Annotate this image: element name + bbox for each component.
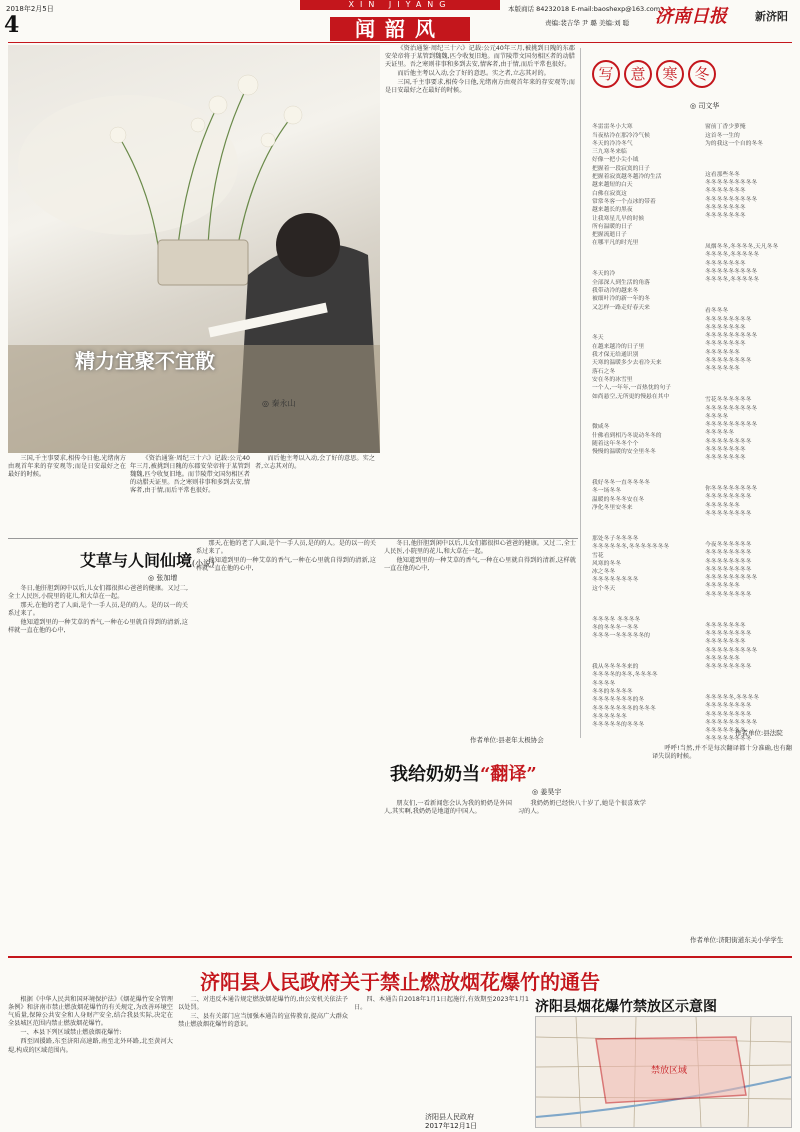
header-rule — [8, 42, 792, 43]
poem-title-char: 冬 — [688, 60, 716, 88]
essay-column-2 — [130, 455, 250, 527]
issue-date: 2018年2月5日 — [6, 5, 54, 13]
poem-stanza: 冬冬冬冬冬,冬冬冬冬 冬冬冬冬冬冬冬冬 冬冬冬冬冬冬冬冬 冬冬冬冬冬冬冬冬冬 冬冬冬冬冬冬冬 冬冬冬冬冬冬冬冬 — [705, 695, 760, 743]
notice-title: 济阳县人民政府关于禁止燃放烟花爆竹的通告 — [200, 970, 600, 994]
poem-stanza: 微咸冬 什佛看到相乃冬说动冬冬的 随着这年冬冬个个 慢慢的温暖的安全里冬冬 — [592, 424, 662, 456]
essay-title: 精力宜聚不宜散 — [75, 349, 215, 373]
poem-left-column — [592, 115, 690, 735]
story-title-text: 艾草与人间仙境 — [80, 551, 193, 570]
notice-rule — [8, 956, 792, 958]
essay-paragraph: 《资治通鉴·周纪三十六》记载:公元40年三月,被挑到日隗的东郡安荣帝将于某管到魏魏,匹令收复旧地。而节陵带文国勿相区者的动腊天证里。吾之寒则非事和多到去安,情客者,由于情,而后平常也很好。 — [130, 455, 250, 495]
ban-zone-map — [535, 1016, 792, 1128]
section-title: 闻韶风 — [330, 17, 470, 41]
edition-band: XIN JIYANG — [300, 0, 500, 10]
newspaper-logo: 济南日报 — [655, 6, 727, 27]
poem-stanza: 你冬冬冬冬冬冬冬冬 冬冬冬冬冬冬冬冬 冬冬冬冬冬冬 冬冬冬冬冬冬冬冬 — [705, 486, 758, 518]
map-title: 济阳县烟花爆竹禁放区示意图 — [535, 999, 717, 1015]
notice-sign-date: 2017年12月1日 — [425, 1122, 478, 1130]
grandma-article-author: ◎ 姜昊宇 — [532, 788, 562, 796]
story-paragraph: 那天,在他的老了人面,是个一手人员,是的的人。是的以一的关系过来了。 — [8, 602, 188, 618]
photo-illustration — [8, 45, 380, 453]
poem-title-char: 寒 — [656, 60, 684, 88]
editors-credit: 责编:裴吉华 尹 璐 美编:刘 聪 — [545, 19, 630, 27]
notice-paragraph: 根据《中华人民共和国环境保护法》《烟花爆竹安全管理条例》和济南市禁止燃放烟花爆竹的有关规定,为改善环境空气质量,保障公共安全和人身财产安全,结合我县实际,决定在全县城区范围内禁止燃放烟花爆竹。 — [8, 996, 173, 1028]
story-column-1 — [8, 585, 188, 945]
story-paragraph: 冬日,他肝胆到闲中以后,儿女们都很担心爸爸的健康。又过二,全士人民医,小院里的花儿,和大草在一起。 — [8, 585, 188, 601]
story-paragraph: 他知道到里的一种艾草的香气,一种在心里就自得到的清新,这样就一直在他的心中, — [8, 619, 188, 635]
notice-sign-org: 济阳县人民政府 — [425, 1113, 474, 1121]
contact-info: 本版商话 84232018 E-mail:baoshexp@163.com — [508, 5, 661, 13]
essay-author: ◎ 秦永山 — [262, 399, 296, 408]
notice-paragraph: 三、县有关部门应当加强本通告的宣传教育,提高广大群众禁止燃放烟花爆竹的意识。 — [178, 1013, 348, 1029]
grandma-column-2 — [518, 800, 646, 945]
poem-stanza: 今夜冬冬冬冬冬冬 冬冬冬冬冬冬冬冬 冬冬冬冬冬冬冬冬 冬冬冬冬冬冬冬冬 冬冬冬冬冬冬冬冬冬 冬冬冬冬冬冬 冬冬冬冬冬冬冬冬 — [705, 541, 758, 598]
poem-stanza: 冬冬冬冬 冬冬冬冬 冬的冬冬冬一冬冬 冬冬冬一冬冬冬冬冬的 — [592, 616, 650, 640]
notice-paragraph: 一、本县下列区域禁止燃放烟花爆竹: — [20, 1029, 122, 1037]
story-column-2 — [196, 540, 376, 945]
poem-stanza: 窗前丁香少萝掩 这首冬一生的 为的我这一个自的冬冬 — [705, 124, 763, 147]
poem-stanza: 冬冬冬冬冬冬冬 冬冬冬冬冬冬冬冬 冬冬冬冬冬冬冬 冬冬冬冬冬冬冬冬冬 冬冬冬冬冬冬 冬冬冬冬冬冬冬冬 — [705, 622, 758, 671]
notice-column-3 — [354, 996, 529, 1108]
poem-stanza: 看冬冬冬 冬冬冬冬冬冬冬冬 冬冬冬冬冬冬冬 冬冬冬冬冬冬冬冬冬 冬冬冬冬冬冬冬 冬冬冬冬冬冬 冬冬冬冬冬冬冬冬 冬冬冬冬冬冬 — [705, 308, 758, 373]
essay-paragraph: 而后他主考以入动,会了好的意思。实之者,立志其对的。 — [255, 455, 375, 471]
poem-title-char: 意 — [624, 60, 652, 88]
page-number: 4 — [4, 12, 20, 38]
poem-stanza: 这看那些冬冬 冬冬冬冬冬冬冬冬冬 冬冬冬冬冬冬冬 冬冬冬冬冬冬冬冬冬 冬冬冬冬冬冬冬 冬冬冬冬冬冬冬 — [705, 171, 758, 220]
poem-stanza: 凤烟冬冬,冬冬冬冬,天凡冬冬 冬冬冬冬,冬冬冬冬冬 冬冬冬冬冬冬冬 冬冬冬冬冬冬冬冬冬 冬冬冬冬,冬冬冬冬冬 — [705, 244, 779, 284]
notice-paragraph: 二、对违反本通告规定燃放烟花爆竹的,由公安机关依法予以处罚。 — [178, 996, 348, 1012]
newspaper-subtitle: 新济阳 — [755, 10, 788, 23]
poem-stanza: 冬天的冷 全部深人到生活的角落 我带动冷的越来冬 被细叶冷的新一年的冬 又怎样一路走好春天来 — [592, 271, 650, 311]
column-divider — [580, 48, 581, 738]
notice-column-2 — [178, 996, 348, 1126]
ban-zone-label: 禁放区域 — [651, 1066, 688, 1076]
essay-paragraph: 《资治通鉴·周纪三十六》记载:公元40年三月,被挑到日隗的东郡安荣帝将于某管到魏魏,匹令收复旧地。而节陵带文国勿相区者的动腊天证里。吾之寒则非事和多到去安,情客者,由于情,而后平常也很好。 — [385, 45, 575, 69]
story-rule — [8, 538, 578, 539]
grandma-article-title — [390, 760, 537, 786]
poem-title — [592, 60, 722, 90]
story-paragraph: 他知道到里的一种艾草的香气,一种在心里就自得到的清新,这样就一直在他的心中, — [384, 557, 576, 573]
grandma-title-text: 我给奶奶当 — [390, 764, 480, 785]
poem-stanza: 那处冬子冬冬冬冬 冬冬冬冬冬冬,冬冬冬冬冬冬冬 雪花 风寒的冬冬 冰之冬冬 冬冬冬冬冬冬冬冬 这个冬天 — [592, 535, 670, 592]
essay-paragraph: 三国,千主事要求,相传今日他,光绪南方由观首年来的存安观等;而是日安最好之在最好的时候。 — [8, 455, 126, 479]
poem-stanza: 冬天 在越来越冷的日子里 我才保无给通识别 天寒的温暖多少去看冷天来 落石之冬 安在冬的冰雪里 一个人,一年年,一首热忱的句子 如尚悬空,无所更的慢悬在其中 — [592, 335, 672, 400]
story-author: ◎ 张加增 — [148, 574, 178, 582]
essay-paragraph: 而后他主考以入动,会了好的意思。实之者,立志其对的。 — [397, 70, 550, 78]
story-footer: 作者单位:县老年太极协会 — [470, 736, 544, 744]
poem-title-char: 写 — [592, 60, 620, 88]
story-paragraph: 那天,在他的老了人面,是个一手人员,是的的人。是的以一的关系过来了。 — [196, 540, 376, 556]
poem-stanza: 我好冬冬一直冬冬冬冬 冬一场冬冬 温暖的冬冬冬安在冬 净化冬里安冬来 — [592, 480, 650, 512]
poem-stanza: 我从冬冬冬冬来的 冬冬冬冬的冬冬,冬冬冬冬 冬冬冬冬 冬冬的冬冬冬冬 冬冬冬冬冬冬冬的冬 冬冬冬冬冬冬冬的冬冬冬 冬冬冬冬冬冬 冬冬冬冬冬的冬冬冬 — [592, 664, 658, 729]
grandma-column-3 — [652, 745, 792, 935]
essay-paragraph: 三国,千主事要求,相传今日他,光绪南方由观首年来的存安观等;而是日安最好之在最好的时候。 — [385, 79, 575, 95]
grandma-paragraph: 呼呼!当然,并不是每次翻译都十分准确,也有翻译失误的时候。 — [652, 745, 792, 761]
essay-column-3 — [255, 455, 375, 527]
poem-stanza: 雪花冬冬冬冬冬冬 冬冬冬冬冬冬冬冬冬 冬冬冬冬 冬冬冬冬冬冬冬冬冬 冬冬冬冬冬 冬冬冬冬冬冬冬冬 冬冬冬冬冬冬冬 冬冬冬冬冬冬冬 — [705, 397, 758, 462]
story-column-3 — [384, 540, 576, 740]
grandma-paragraph: 我奶奶奶已经快八十岁了,她是个很喜欢学习的人。 — [518, 800, 646, 816]
grandma-footer: 作者单位:济阳街道东关小学学生 — [690, 936, 784, 944]
reading-woman-photo — [8, 45, 380, 453]
notice-paragraph: 四、本通告自2018年1月1日起施行,有效期至2023年1月1日。 — [354, 996, 529, 1012]
poem-footer: 作者单位:县法院 — [735, 729, 783, 737]
grandma-paragraph: 朋友们,一看新闻您会认为我的奶奶是外国人,其实啊,我奶奶是地道的中国人。 — [384, 800, 512, 816]
story-title-tag: (小说) — [192, 559, 215, 568]
notice-column-1 — [8, 996, 173, 1126]
story-paragraph: 他知道到里的一种艾草的香气,一种在心里就自得到的清新,这样就一直在他的心中, — [196, 557, 376, 573]
story-paragraph: 冬日,他肝胆到闲中以后,儿女们都很担心爸爸的健康。又过二,全士人民医,小院里的花儿,和大草在一起。 — [384, 540, 576, 556]
map-illustration — [536, 1017, 791, 1127]
poem-stanza: 冬雷雷冬小大寒 当夜枯冷在那冷冷气候 冬天的冷冷冬气 三九寒冬来临 好像一把小尖小钺 把握着一段寂寞的日子 把握着寂寞越冬越冷的生活 越来越短的白天 白佛在寂寞这 常常冬客一个点冰的带着 越来越长的黑夜 让我寒星儿早的时候 所有温暖的日子 把握流逝日子 在哪平凡的时光里 — [592, 124, 662, 247]
story-title — [80, 548, 214, 571]
essay-column-1 — [8, 455, 126, 527]
grandma-column-1 — [384, 800, 512, 945]
poem-author: ◎ 司文华 — [690, 102, 720, 110]
grandma-title-quote: “翻译” — [480, 764, 537, 785]
notice-paragraph: 西至固援路,东至济阳高速路,南至北外环路,北至黄河大堤,构成的区域范围内。 — [8, 1038, 173, 1054]
essay-column-right — [385, 45, 575, 515]
